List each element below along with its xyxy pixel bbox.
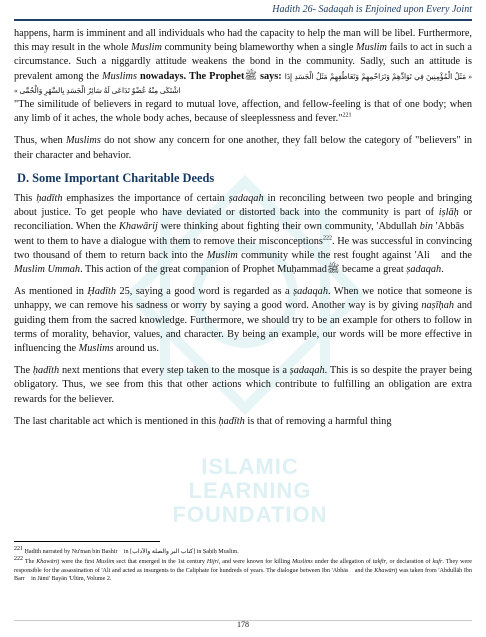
salutation-icon: ﷺ [326, 264, 340, 276]
paragraph-2: Thus, when Muslims do not show any concern for one another, they fall below the category of "believers" in their character and behavior. [14, 135, 472, 161]
section-heading: D. Some Important Charitable Deeds [17, 170, 215, 185]
salutation-icon: ﷺ [244, 70, 257, 82]
paragraph-1: happens, harm is imminent and all individuals who had the capacity to help the man will be libel. Furthermore, this may result in the whole Muslim community being blameworthy when a single Muslim fails to act in such a circumstance. Such a niggardly attitude weakens the bond in the community. Sadly, such an attitude is prevalent among the Muslims nowadays. The Prophetﷺ says: « مَثَلُ الْمُؤْمِنِينَ فِي تَوَادِّهِمْ وَتَرَاحُمِهِمْ وَتَعَاطُفِهِمْ مَثَلُ الْجَسَدِ إِذَا اشْتَكَى مِنْهُ عُضْوٌ تَدَاعَى لَهُ سَائِرُ الْجَسَدِ بِالسَّهَرِ وَالْحُمَّى » [14, 28, 472, 95]
footnote-222: $^{222}$ The Khawārij were the first Muslim sect that emerged in the 1st century Hijri, and were known for killing Muslims under the allegation of takfīr, or declaration of kufr. They were responsible for the assassination of 'Ali and acted as insurgents to the Caliphate for hundreds of years. The dialogue between Ibn 'Abbās﷛ and the Khawārij was taken from 'Abdullāh Ibn Barr﷛ in Jāmi' Bayān 'Ulūm, Volume 2. [14, 556, 472, 583]
header-rule [14, 19, 472, 21]
paragraph-6: The last charitable act which is mentioned in this ḥadīth is that of removing a harmful thing [14, 415, 392, 427]
radiallahu-icon: ﷛ [463, 221, 472, 233]
watermark-line-2: LEARNING [188, 478, 312, 503]
arabic-hadith-text: « مَثَلُ الْمُؤْمِنِينَ فِي تَوَادِّهِمْ وَتَرَاحُمِهِمْ وَتَعَاطُفِهِمْ مَثَلُ الْجَسَدِ إِذَا اشْتَكَى مِنْهُ عُضْوٌ تَدَاعَى لَهُ سَائِرُ الْجَسَدِ بِالسَّهَرِ وَالْحُمَّى » [14, 71, 472, 95]
running-header: Hadith 26- Sadaqah is Enjoined upon Every Joint [272, 4, 472, 15]
radiallahu-icon: ﷛ [117, 549, 123, 555]
radiallahu-icon: ﷛ [429, 249, 438, 261]
rahimahullah-icon: ﷛ [24, 576, 30, 583]
footnote-rule [14, 541, 160, 542]
radiallahu-icon: ﷛ [348, 567, 354, 574]
page-body [14, 27, 472, 437]
paragraph-3: This ḥadīth emphasizes the importance of certain ṣadaqah in reconciling between two people and bringing about justice. To get people who have deviated or distorted back into the community is part of iṣlāḥ or reconciliation. When the Khawārij were thinking about fighting their own community, 'Abdullah bin 'Abbās﷛ went to them to have a dialogue with them to remove their misconceptions$^{222}$. He was successful in convincing two thousand of them to return back into the Muslim community while the rest fought against 'Ali﷛ and the Muslim Ummah. This action of the great companion of Prophet Muḥammadﷺ became a great ṣadaqah. [14, 193, 473, 276]
footnote-ref-222: 222 [322, 235, 332, 242]
hadith-quote: "The similitude of believers in regard to mutual love, affection, and fellow-feeling is that of one body; when any limb of it aches, the whole body aches, because of sleeplessness and fever."$^{221}$ [14, 99, 472, 125]
footnote-ref-221: 221 [342, 112, 352, 119]
watermark-line-1: ISLAMIC [201, 454, 299, 479]
paragraph-4: As mentioned in Ḥadīth 25, saying a good word is regarded as a ṣadaqah. When we notice that someone is unhappy, we can remove his sadness or worry by saying a good word. Another way is by giving naṣīḥah and guiding them from the sacred knowledge. Furthermore, we should try to be an example for others to follow in terms of morality, behavior, values, and character. By being an example, our words will be more effective in influencing the Muslims around us. [14, 286, 473, 355]
page-number: 178 [237, 620, 249, 629]
footnotes [14, 545, 472, 586]
watermark-line-3: FOUNDATION [172, 502, 328, 527]
watermark-text [135, 455, 365, 527]
paragraph-5: The ḥadīth next mentions that every step taken to the mosque is a ṣadaqah. This is so despite the prayer being obligatory. Thus, we see from this that other actions which contribute to fulfilling an obligation are extra rewards for the believer. [14, 365, 472, 405]
footnote-221: $^{221}$ Ḥadīth narrated by Nu'man bin Bashir﷛ in [كتاب البر والصلة والآداب] in Ṣaḥīḥ Muslim. [14, 545, 239, 555]
